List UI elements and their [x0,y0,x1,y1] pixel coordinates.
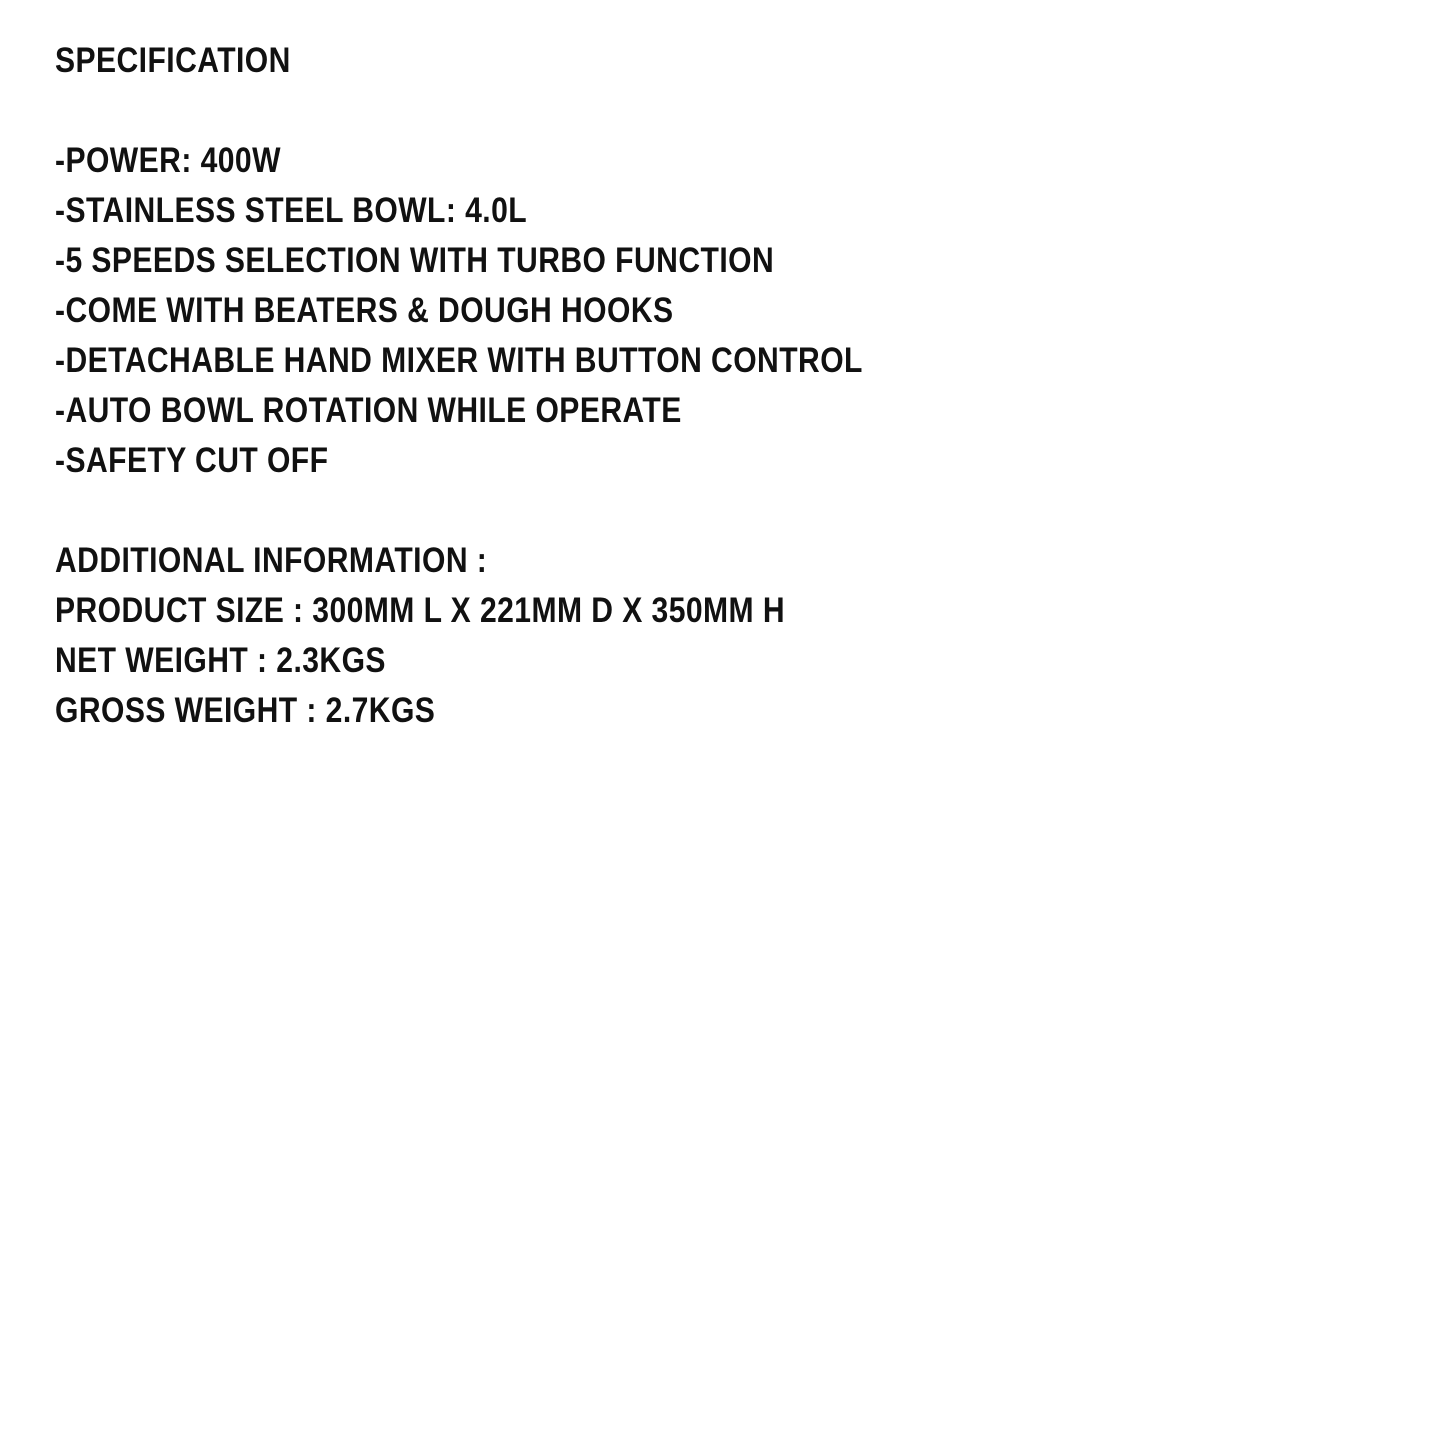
product-size: PRODUCT SIZE : 300MM L X 221MM D X 350MM H [55,591,786,630]
spec-item-safety: -SAFETY CUT OFF [55,441,329,480]
spec-sheet [55,36,1385,736]
spec-item-hand-mixer: -DETACHABLE HAND MIXER WITH BUTTON CONTROL [55,341,863,380]
gross-weight: GROSS WEIGHT : 2.7KGS [55,691,436,730]
net-weight: NET WEIGHT : 2.3KGS [55,641,386,680]
spec-item-power: -POWER: 400W [55,141,281,180]
spec-item-bowl-rotation: -AUTO BOWL ROTATION WHILE OPERATE [55,391,682,430]
spacer [55,86,1385,136]
spec-item-accessories: -COME WITH BEATERS & DOUGH HOOKS [55,291,674,330]
spacer [55,486,1385,536]
spec-item-bowl: -STAINLESS STEEL BOWL: 4.0L [55,191,528,230]
specification-heading: SPECIFICATION [55,41,291,80]
additional-info-heading: ADDITIONAL INFORMATION : [55,541,488,580]
spec-item-speeds: -5 SPEEDS SELECTION WITH TURBO FUNCTION [55,241,775,280]
